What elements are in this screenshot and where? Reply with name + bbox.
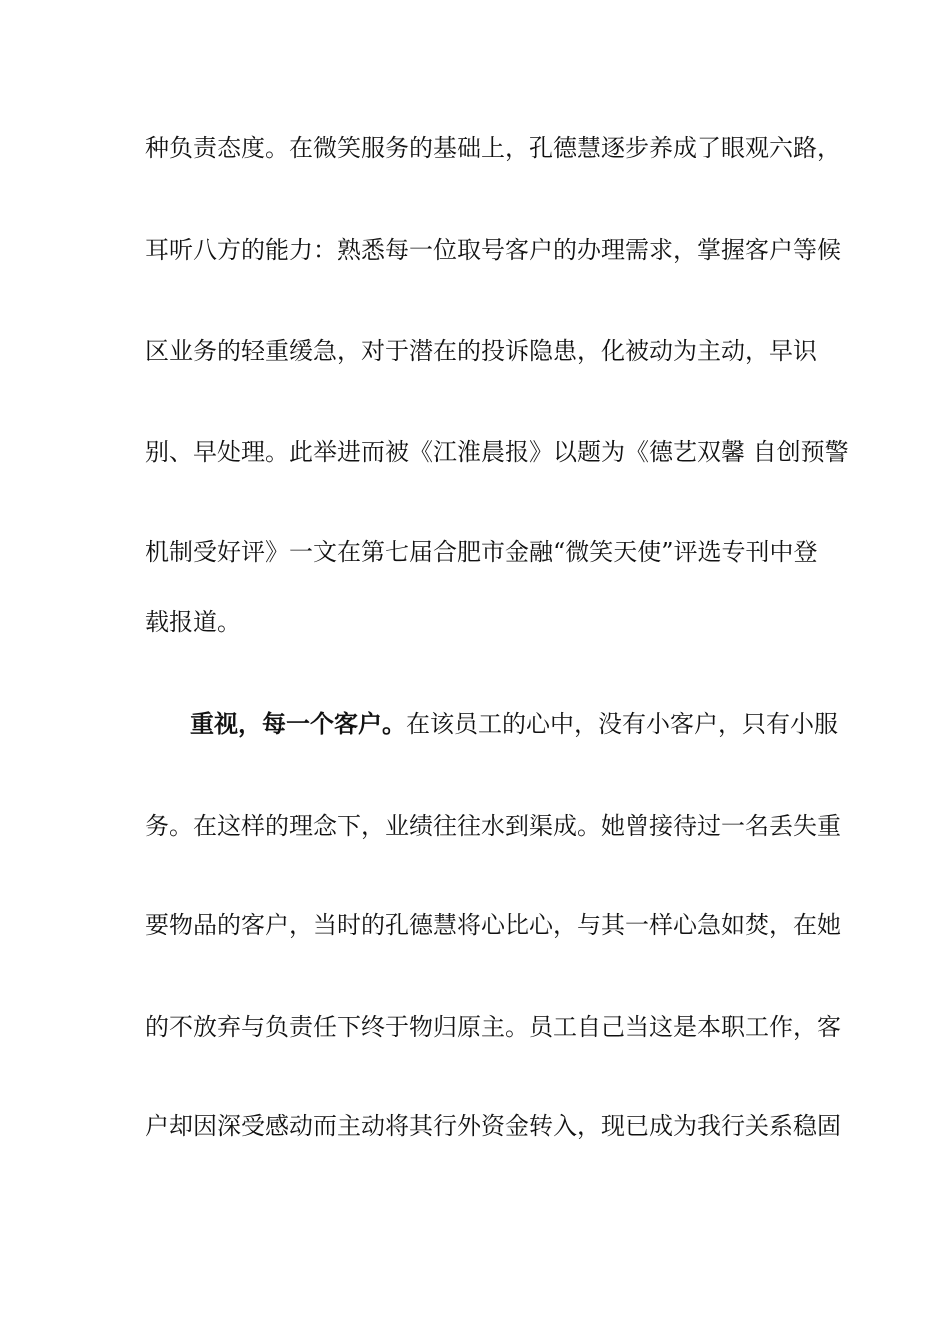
paragraph-2-line-2: 务。在这样的理念下，业绩往往水到渠成。她曾接待过一名丢失重 xyxy=(145,812,841,840)
paragraph-2-line-4: 的不放弃与负责任下终于物归原主。员工自己当这是本职工作，客 xyxy=(145,1013,841,1041)
paragraph-1-line-4: 别、早处理。此举进而被《江淮晨报》以题为《德艺双馨 自创预警 xyxy=(145,438,849,466)
paragraph-2-line-1 xyxy=(190,707,838,741)
paragraph-2-line-3: 要物品的客户，当时的孔德慧将心比心，与其一样心急如焚，在她 xyxy=(145,911,841,939)
paragraph-2-heading: 重视，每一个客户。 xyxy=(190,709,406,738)
paragraph-1-line-2: 耳听八方的能力：熟悉每一位取号客户的办理需求，掌握客户等候 xyxy=(145,236,841,264)
paragraph-1-line-1: 种负责态度。在微笑服务的基础上，孔德慧逐步养成了眼观六路， xyxy=(145,134,841,162)
paragraph-1-line-3: 区业务的轻重缓急，对于潜在的投诉隐患，化被动为主动，早识 xyxy=(145,337,817,365)
paragraph-2-first-line-text: 在该员工的心中，没有小客户，只有小服 xyxy=(406,710,838,738)
paragraph-1-line-5: 机制受好评》一文在第七届合肥市金融“微笑天使”评选专刊中登 xyxy=(145,538,818,566)
paragraph-2-line-5: 户却因深受感动而主动将其行外资金转入，现已成为我行关系稳固 xyxy=(145,1112,841,1140)
paragraph-1-line-6: 载报道。 xyxy=(145,608,241,636)
